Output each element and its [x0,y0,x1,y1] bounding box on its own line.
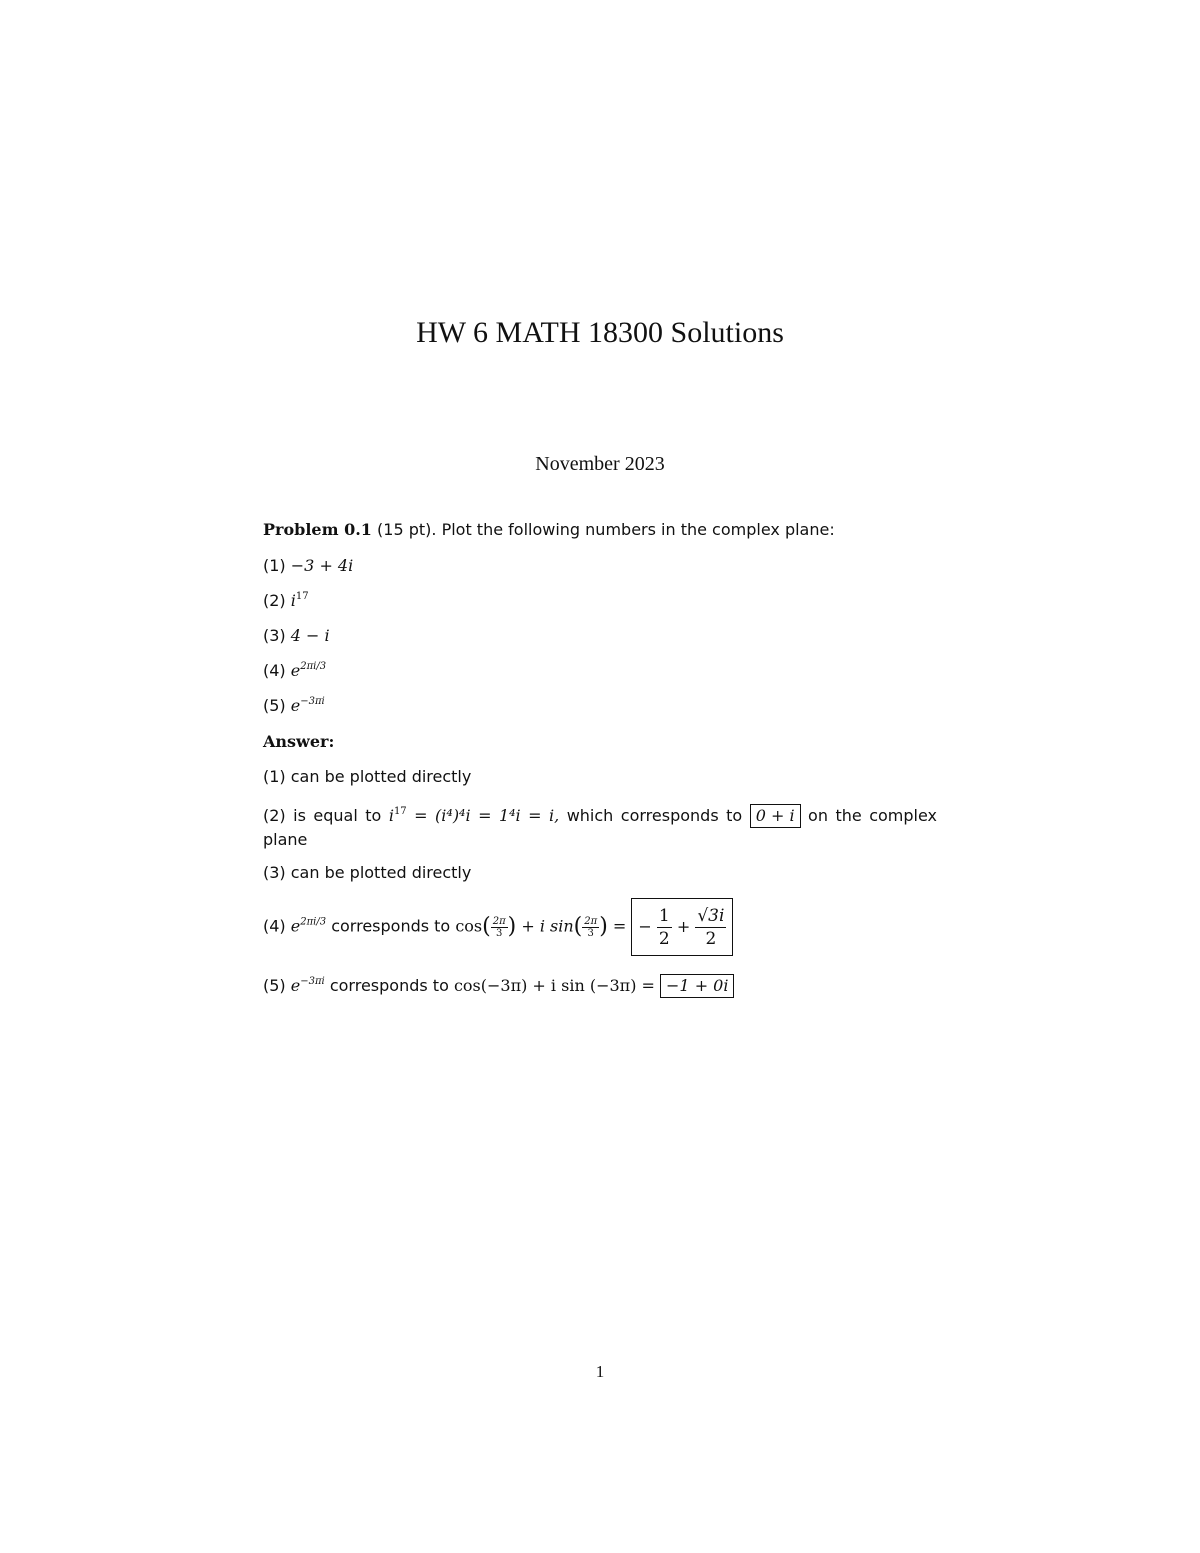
item-number: (2) [263,591,286,610]
answer-2-expression: = (i⁴)⁴i = 1⁴i = i, [414,806,560,825]
problem-label: Problem 0.1 [263,520,372,539]
answer-4-cos: cos [455,916,483,936]
item-exponent: 2πi/3 [300,661,327,672]
problem-item-4 [263,661,326,680]
item-expression: −3 + 4i [290,556,354,575]
left-paren: ( [482,914,491,939]
problem-item-2 [263,591,309,610]
item-number: (1) [263,556,286,575]
item-expression: 4 − i [290,626,330,645]
answer-4 [263,898,733,956]
item-base: e [290,696,301,715]
fraction-numerator: 2π [584,915,598,927]
equals-sign: = [612,916,627,936]
item-number: (5) [263,696,286,715]
item-exponent: 17 [295,591,309,602]
item-base: e [290,661,301,680]
problem-item-5 [263,696,325,715]
answer-2-mid: which corresponds to [566,806,743,825]
problem-item-3 [263,626,330,645]
answer-4-base: e [290,916,301,936]
answer-4-boxed-result [631,898,733,956]
answer-5-mid: corresponds to [329,976,449,995]
answer-2 [263,804,937,852]
right-paren: ) [599,914,608,939]
right-paren: ) [507,914,517,939]
answer-5-exponent: −3πi [300,976,325,987]
answer-2-i: i [388,806,394,825]
fraction-numerator: √3i [697,906,725,926]
fraction-2pi-3 [491,916,508,939]
fraction-denominator: 2 [658,929,670,949]
item-exponent: −3πi [300,696,325,707]
answer-1: (1) can be plotted directly [263,767,472,786]
answer-label [263,732,334,751]
fraction-denominator: 2 [705,929,717,949]
item-number: (4) [263,661,286,680]
plus-sign: + [676,917,691,936]
problem-points: (15 pt). [377,520,437,539]
problem-text: Plot the following numbers in the complex plane: [441,520,835,539]
answer-2-suffix: on the complex plane [263,806,937,849]
answer-5-number: (5) [263,976,286,995]
item-number: (3) [263,626,286,645]
problem-item-1 [263,556,353,575]
answer-4-isin: + i sin [521,916,574,936]
answer-heading: Answer: [263,732,335,751]
fraction-denominator: 3 [587,927,594,939]
answer-4-number: (4) [263,916,286,936]
fraction-numerator: 1 [658,906,670,926]
fraction-denominator: 3 [496,927,503,939]
fraction-2pi-3 [582,916,599,939]
answer-3: (3) can be plotted directly [263,863,472,882]
fraction-one-half [657,905,672,950]
left-paren: ( [573,914,583,939]
answer-5-boxed-result: −1 + 0i [660,974,734,998]
answer-5-base: e [290,976,301,995]
answer-5-expression: cos(−3π) + i sin (−3π) = [453,976,655,995]
answer-2-prefix: (2) is equal to [263,806,382,825]
document-date: November 2023 [535,453,665,475]
answer-4-mid: corresponds to [331,916,451,936]
item-base: i [290,591,296,610]
fraction-sqrt3i-2 [695,905,726,950]
problem-statement [263,520,835,539]
answer-2-boxed-result: 0 + i [750,804,801,828]
fraction-numerator: 2π [492,915,506,927]
answer-2-exponent: 17 [393,806,407,817]
page-number: 1 [595,1362,605,1381]
answer-4-exponent: 2πi/3 [300,916,327,928]
minus-sign: − [638,917,652,936]
answer-5 [263,974,734,998]
document-title: HW 6 MATH 18300 Solutions [416,316,784,349]
